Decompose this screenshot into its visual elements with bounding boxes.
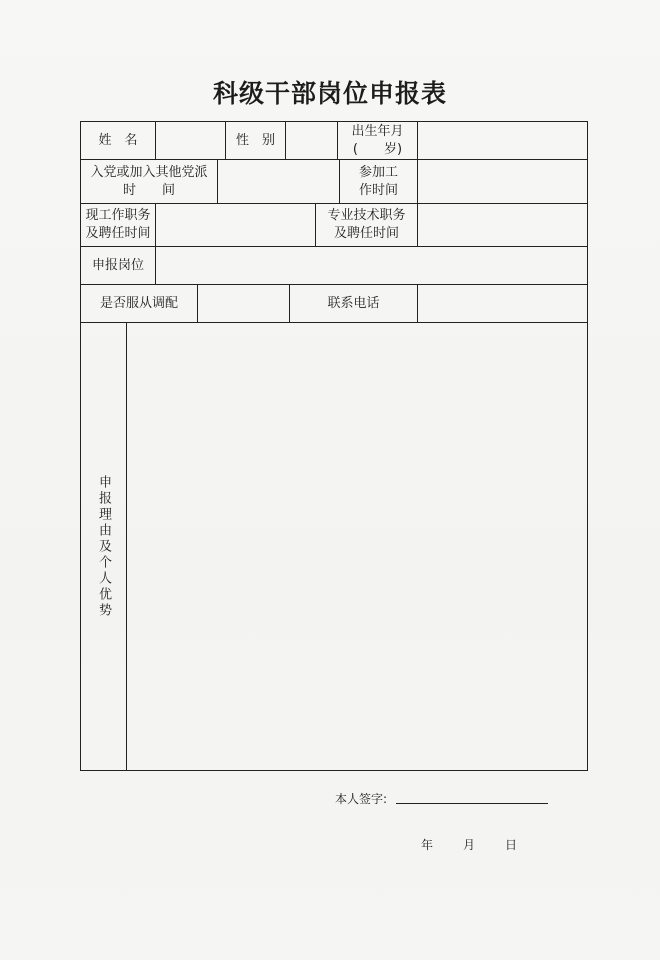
phone-label: 联系电话	[327, 295, 380, 311]
reason-label: 申报理由及个人优势	[96, 474, 111, 619]
applied-position-field[interactable]	[156, 247, 587, 284]
current-position-label	[81, 204, 155, 246]
current-position-label-line2: 及聘任时间	[85, 226, 151, 241]
work-start-label-line2: 作时间	[358, 182, 398, 198]
tech-title-label-line2: 及聘任时间	[333, 226, 399, 241]
party-time-label-line1: 入党或加入其他党派	[90, 164, 208, 180]
signature-line[interactable]	[396, 803, 548, 804]
work-start-field[interactable]	[418, 160, 587, 203]
birth-label-line2: ( 岁)	[352, 141, 403, 157]
current-position-label-line1: 现工作职务	[85, 208, 151, 223]
name-field[interactable]	[156, 122, 225, 159]
date-day-label: 日	[505, 838, 518, 852]
signature-label: 本人签字:	[335, 792, 388, 806]
party-time-field[interactable]	[218, 160, 339, 203]
accept-transfer-label: 是否服从调配	[99, 295, 178, 311]
phone-field[interactable]	[418, 285, 587, 322]
accept-transfer-field[interactable]	[198, 285, 289, 322]
reason-content-field[interactable]	[127, 323, 587, 770]
current-position-field[interactable]	[156, 204, 315, 246]
application-form-table	[80, 121, 588, 771]
date-year-label: 年	[421, 838, 434, 852]
name-label: 姓 名	[98, 132, 138, 148]
tech-title-label	[316, 204, 417, 246]
birth-label-line1: 出生年月	[351, 123, 404, 139]
applied-position-label: 申报岗位	[91, 257, 144, 273]
party-time-label	[81, 160, 217, 203]
work-start-label-line1: 参加工	[358, 164, 398, 180]
tech-title-label-line1: 专业技术职务	[327, 208, 406, 223]
birth-field[interactable]	[418, 122, 587, 159]
form-title: 科级干部岗位申报表	[212, 79, 447, 108]
reason-label-cell	[81, 322, 126, 771]
tech-title-field[interactable]	[418, 204, 587, 246]
work-start-label	[340, 160, 417, 203]
party-time-label-line2: 时 间	[122, 182, 175, 198]
gender-field[interactable]	[286, 122, 337, 159]
birth-label	[338, 122, 417, 159]
date-month-label: 月	[463, 838, 476, 852]
gender-label: 性 别	[235, 132, 275, 148]
